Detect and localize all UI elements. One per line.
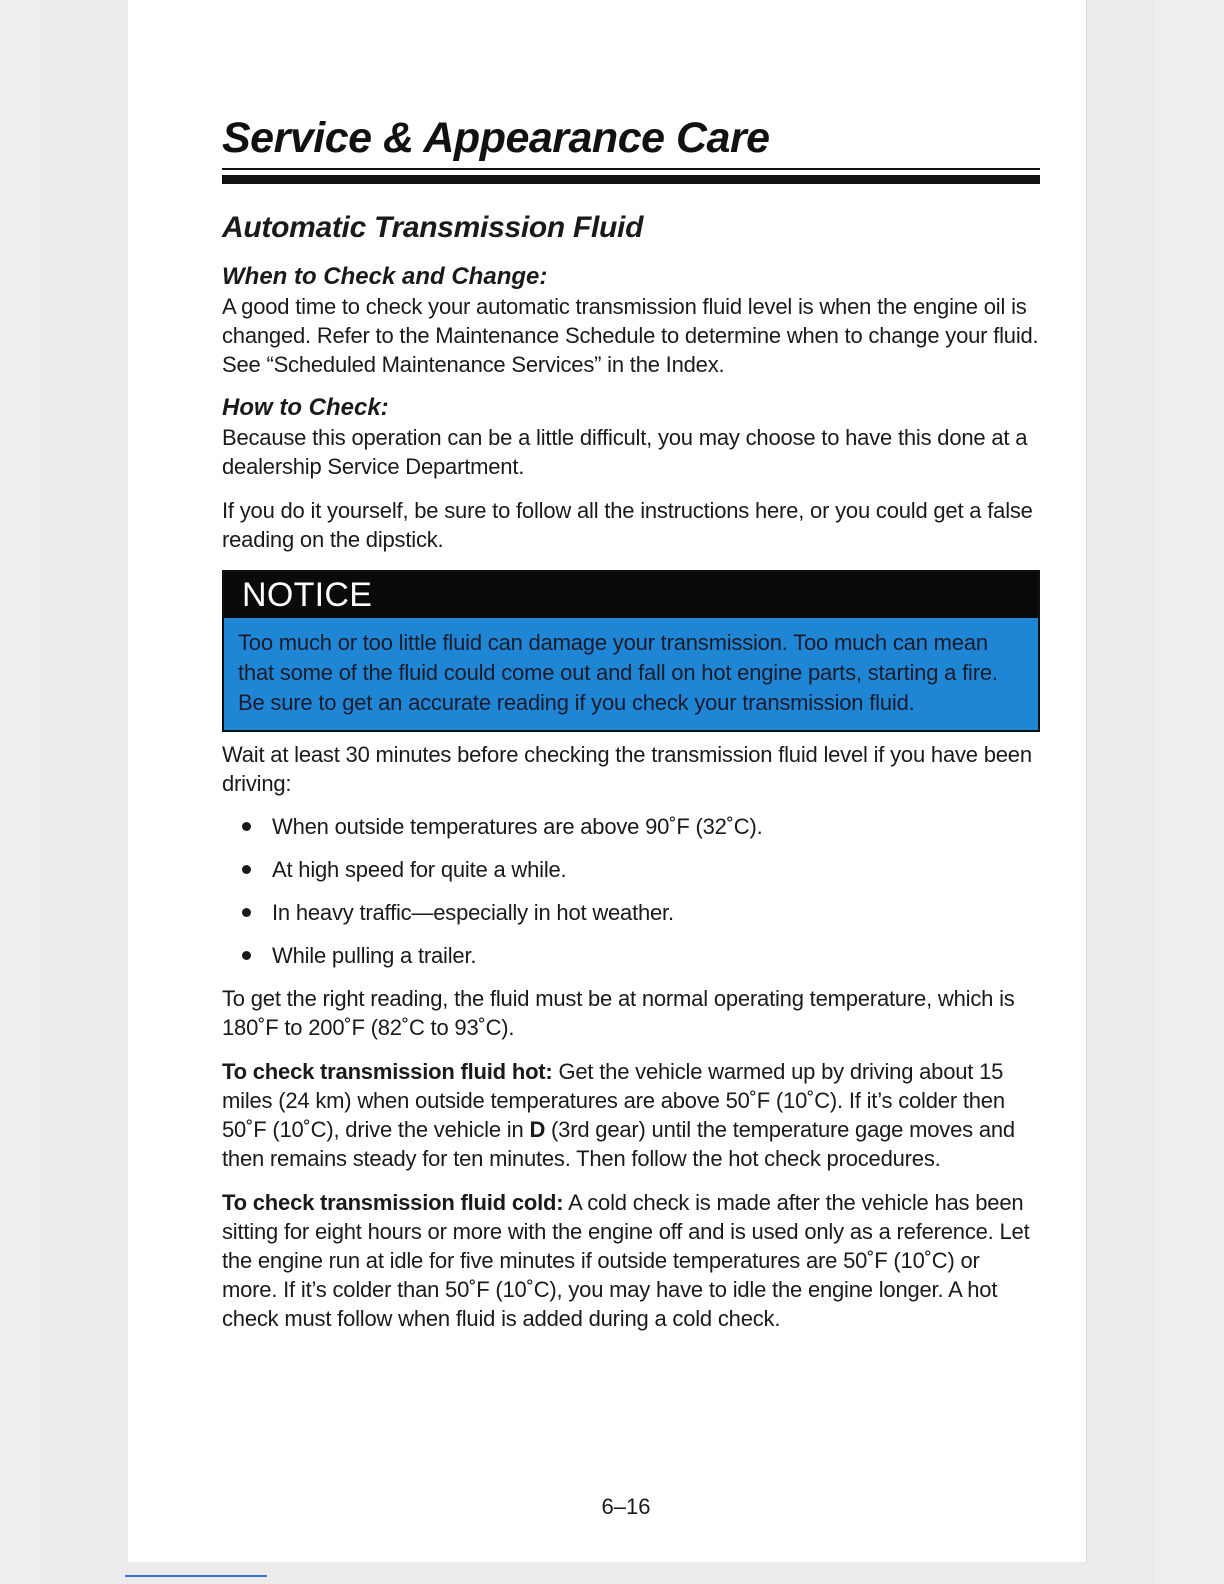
when-to-check-heading: When to Check and Change: — [222, 263, 548, 290]
list-item — [240, 812, 1040, 841]
how-to-check-heading: How to Check: — [222, 394, 389, 421]
notice-text: Too much or too little fluid can damage your transmission. Too much can mean that some of the fluid could come out and fall on hot engine parts, starting a fire. Be sure to get an accurate reading if you check your transmission fluid. — [238, 630, 998, 715]
hot-check-paragraph — [222, 1057, 1040, 1173]
hot-check-lead: To check transmission fluid hot: — [222, 1059, 553, 1084]
notice-box — [222, 570, 1040, 732]
hot-check-text-1: Get the vehicle warmed up by driving about 15 miles (24 km) when outside temperatures are above 50˚F (10˚C). If it’s colder then 50˚F (10˚C), drive the vehicle in — [222, 1059, 1005, 1142]
cold-check-lead: To check transmission fluid cold: — [222, 1190, 564, 1215]
how-to-check-paragraph-2: If you do it yourself, be sure to follow all the instructions here, or you could get a false reading on the dipstick. — [222, 498, 1033, 552]
list-item — [240, 898, 1040, 927]
page-number: 6–16 — [601, 1494, 651, 1519]
section-title: Automatic Transmission Fluid — [222, 211, 644, 244]
list-item-text: While pulling a trailer. — [272, 943, 477, 968]
list-item-text: When outside temperatures are above 90˚F (32˚C). — [272, 814, 763, 839]
hot-check-text-2: (3rd gear) until the temperature gage moves and then remains steady for ten minutes. Then follow the hot check procedures. — [222, 1117, 1015, 1171]
gear-letter: D — [529, 1117, 546, 1142]
notice-label: NOTICE — [224, 572, 1038, 618]
driving-conditions-list — [240, 812, 1040, 970]
list-item — [240, 855, 1040, 884]
bullet-icon — [242, 822, 251, 831]
bullet-icon — [242, 865, 251, 874]
chapter-title: Service & Appearance Care — [222, 114, 770, 162]
bottom-link-rule — [125, 1575, 267, 1577]
how-to-check-paragraph-1: Because this operation can be a little difficult, you may choose to have this done at a dealership Service Department. — [222, 425, 1028, 479]
bullet-icon — [242, 951, 251, 960]
temperature-paragraph: To get the right reading, the fluid must be at normal operating temperature, which is 180˚F to 200˚F (82˚C to 93˚C). — [222, 986, 1015, 1040]
bullet-icon — [242, 908, 251, 917]
document-content — [222, 110, 1040, 1333]
list-item — [240, 941, 1040, 970]
list-item-text: In heavy traffic—especially in hot weather. — [272, 900, 674, 925]
when-to-check-paragraph: A good time to check your automatic transmission fluid level is when the engine oil is changed. Refer to the Maintenance Schedule to determine when to change your fluid. See “Scheduled Maintenance Services” in the Index. — [222, 294, 1039, 377]
cold-check-text: A cold check is made after the vehicle has been sitting for eight hours or more with the engine off and is used only as a reference. Let the engine run at idle for five minutes if outside temperatures are 50˚F (10˚C) or more. If it’s colder than 50˚F (10˚C), you may have to idle the engine longer. A hot check must follow when fluid is added during a cold check. — [222, 1190, 1030, 1331]
wait-intro-paragraph: Wait at least 30 minutes before checking the transmission fluid level if you have been driving: — [222, 742, 1032, 796]
list-item-text: At high speed for quite a while. — [272, 857, 567, 882]
title-rule-thick — [222, 175, 1040, 184]
cold-check-paragraph — [222, 1188, 1040, 1333]
title-rule-thin — [222, 168, 1040, 170]
